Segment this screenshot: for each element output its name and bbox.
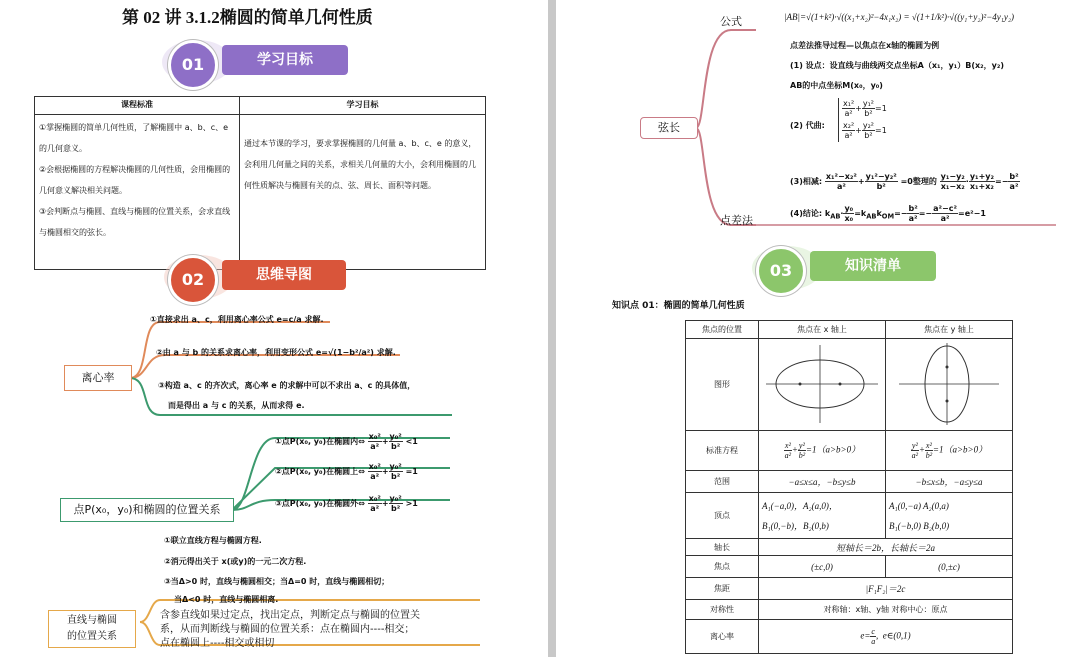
standard-item: ①掌握椭圆的简单几何性质，了解椭圆中 a、b、c、e 的几何意义。 — [39, 123, 229, 153]
foci-y: (0,±c) — [886, 556, 1013, 578]
line-note-line: 系，从而判断线与椭圆的位置关系：点在椭圆内----相交； — [160, 624, 415, 635]
section-01-number: 01 — [168, 40, 218, 90]
chord-node: 弦长 — [640, 117, 698, 139]
learning-objectives-cell: 通过本节课的学习，要求掌握椭圆的几何量 a、b、c、e 的意义，会利用几何量之间的关系，求相关几何量的大小，会利用椭圆的几何性质解决与椭圆有关的点、弦、周长、面积等问题。 — [240, 115, 486, 270]
point-position-node: 点P(x₀，y₀)和椭圆的位置关系 — [60, 498, 234, 522]
point-inside-condition: ①点P(x₀, y₀)在椭圆内⇔ $\frac{\text{x₀²}}{\text{a²}}$ + $\frac{\text{y₀²}}{\text{b²}}$ <1 — [275, 432, 418, 451]
row-label: 对称性 — [686, 600, 759, 620]
eccentricity-node: 离心率 — [64, 365, 132, 391]
line-step-1: ①联立直线方程与椭圆方程. — [164, 536, 262, 545]
point-outside-text: ③点P(x₀, y₀)在椭圆外⇔ — [275, 499, 365, 508]
row-label: 轴长 — [686, 539, 759, 556]
ecc-method-3: ③构造 a、c 的齐次式，离心率 e 的求解中可以不求出 a、c 的具体值， — [158, 381, 416, 390]
range-x: −a≤x≤a，−b≤y≤b — [759, 471, 886, 493]
line-step-3: ③当Δ>0 时，直线与椭圆相交；当Δ=0 时，直线与椭圆相切； — [164, 577, 390, 586]
point-on-condition: ②点P(x₀, y₀)在椭圆上⇔ $\frac{\text{x₀²}}{\text{a²}}$ + $\frac{\text{y₀²}}{\text{b²}}$ =1 — [275, 462, 418, 481]
point-inside-ineq: <1 — [405, 437, 418, 446]
row-label: 顶点 — [686, 493, 759, 539]
standard-equation-y: $\frac{\text{y²}}{\text{a²}}$ + $\frac{\text{x²}}{\text{b²}}$ =1（a>b>0） — [886, 431, 1013, 471]
section-03-number: 03 — [756, 246, 806, 296]
line-step-2: ②消元得出关于 x(或y)的一元二次方程. — [164, 557, 307, 566]
step3-label: (3)相减: — [790, 177, 823, 186]
standard-equation-x: $\frac{\text{x²}}{\text{a²}}$ + $\frac{\text{y²}}{\text{b²}}$ =1（a>b>0） — [759, 431, 886, 471]
axis-lengths: 短轴长＝2b，长轴长＝2a — [759, 539, 1013, 556]
section-01-label: 学习目标 — [222, 45, 348, 75]
x0-fraction: $\frac{\text{x₀²}}{\text{a²}}$ — [368, 494, 381, 513]
vertices-y: A₁(0,−a) A₂(0,a) B₁(−b,0) B₂(b,0) — [886, 493, 1013, 539]
y0-fraction: $\frac{\text{y₀²}}{\text{b²}}$ — [389, 432, 402, 451]
ellipse-y-graph — [889, 341, 1009, 427]
vertices-x: A₁(−a,0)，A₂(a,0)， B₁(0,−b)，B₂(0,b) — [759, 493, 886, 539]
step4-label: (4)结论: — [790, 209, 823, 218]
formula-label: 公式 — [720, 15, 742, 28]
method-node: 点差法 — [720, 214, 753, 227]
section-03-label: 知识清单 — [810, 251, 936, 281]
x0-fraction: $\frac{\text{x₀²}}{\text{a²}}$ — [368, 462, 381, 481]
point-outside-condition: ③点P(x₀, y₀)在椭圆外⇔ $\frac{\text{x₀²}}{\text{a²}}$ + $\frac{\text{y₀²}}{\text{b²}}$ >1 — [275, 494, 418, 513]
method-step-1: (1) 设点：设直线与曲线两交点坐标A（x₁，y₁）B(x₂，y₂) — [790, 61, 1005, 70]
line-note-line: 点在椭圆上----相交或相切 — [160, 638, 275, 649]
row-label: 焦点 — [686, 556, 759, 578]
graph-y-focus — [886, 339, 1013, 431]
range-y: −b≤x≤b，−a≤y≤a — [886, 471, 1013, 493]
ecc-method-2: ②由 a 与 b 的关系求离心率，利用变形公式 e=√(1−b²/a²) 求解. — [156, 348, 396, 357]
eccentricity-def: e= $\frac{c}{a}$ , e∈(0,1) — [759, 620, 1013, 654]
row-label: 图形 — [686, 339, 759, 431]
substituted-equations: $\frac{\text{x₁²}}{\text{a²}}$ + $\frac{\text{y₁²}}{\text{b²}}$ =1 $\frac{\text{x₂²}}{\text{a²}}$ + $\frac{\text{y₂²}}{\text{b²}}$ =1 — [838, 98, 887, 142]
line-note-line: 含参直线如果过定点，找出定点，判断定点与椭圆的位置关 — [160, 610, 420, 621]
ellipse-properties-table — [685, 320, 1013, 654]
ecc-method-3-cont: 而是得出 a 与 c 的关系，从而求得 e. — [168, 401, 305, 410]
method-step-2: (2) 代曲: — [790, 121, 825, 130]
knowledge-point-title: 知识点 01：椭圆的简单几何性质 — [612, 301, 745, 311]
goal-table-header: 学习目标 — [240, 97, 486, 115]
standard-item: ③会判断点与椭圆、直线与椭圆的位置关系，会求直线与椭圆相交的弦长。 — [39, 207, 231, 237]
point-inside-text: ①点P(x₀, y₀)在椭圆内⇔ — [275, 437, 365, 446]
method-title: 点差法推导过程—以焦点在x轴的椭圆为例 — [790, 41, 940, 50]
row-label: 离心率 — [686, 620, 759, 654]
table-header: 焦点在 x 轴上 — [759, 321, 886, 339]
y0-fraction: $\frac{\text{y₀²}}{\text{b²}}$ — [389, 462, 402, 481]
document-title: 第 02 讲 3.1.2椭圆的简单几何性质 — [122, 8, 373, 27]
chord-formula: |AB|=√(1+k²)·√((x₁+x₂)²−4x₁x₂) = √(1+1/k²)·√((y₁+y₂)²−4y₁y₂) — [784, 12, 1015, 22]
section-02-number: 02 — [168, 255, 218, 305]
line-node-line2: 的位置关系 — [67, 631, 117, 642]
row-label: 焦距 — [686, 578, 759, 600]
step3-mid: =0整理的 — [900, 177, 937, 186]
foci-x: (±c,0) — [759, 556, 886, 578]
goal-table — [34, 96, 486, 270]
x0-fraction: $\frac{\text{x₀²}}{\text{a²}}$ — [368, 432, 381, 451]
line-step-3-cont: 当Δ<0 时，直线与椭圆相离. — [174, 595, 279, 604]
point-outside-ineq: >1 — [405, 499, 418, 508]
method-step-1b: AB的中点坐标M(x₀，y₀) — [790, 81, 883, 90]
ellipse-x-graph — [762, 341, 882, 427]
row-label: 标准方程 — [686, 431, 759, 471]
symmetry: 对称轴：x轴、y轴 对称中心：原点 — [759, 600, 1013, 620]
y0-fraction: $\frac{\text{y₀²}}{\text{b²}}$ — [389, 494, 402, 513]
row-label: 范围 — [686, 471, 759, 493]
standard-item: ②会根据椭圆的方程解决椭圆的几何性质，会用椭圆的几何意义解决相关问题。 — [39, 165, 231, 195]
line-node-line1: 直线与椭圆 — [67, 615, 117, 626]
right-page — [556, 0, 1080, 657]
line-position-node — [48, 610, 136, 648]
method-step-3: (3)相减: $\frac{\text{x₁²−x₂²}}{\text{a²}}$ + $\frac{\text{y₁²−y₂²}}{\text{b²}}$ =0整理的 $\frac{\text{y₁−y₂}}{\text{x₁−x₂}}$ · $\frac{\text{y₁+y₂}}{\text{x₁+x₂}}$ =− $\frac{\text{b²}}{\text{a²}}$ — [790, 172, 1019, 191]
goal-table-header: 课程标准 — [35, 97, 240, 115]
focal-distance: |F₁F₂|＝2c — [759, 578, 1013, 600]
line-note — [160, 609, 420, 651]
method-step-4: (4)结论: $k_{AB}\cdot$ $\frac{\text{y₀}}{\text{x₀}}$ $=k_{AB}k_{OM}=-$ $\frac{\text{b²}}{\text{a²}}$ =− $\frac{\text{a²−c²}}{\text{a²}}$ =e²−1 — [790, 204, 986, 223]
course-standards-cell — [35, 115, 240, 270]
graph-x-focus — [759, 339, 886, 431]
ecc-method-1: ①直接求出 a、c，利用离心率公式 e=c/a 求解. — [150, 315, 324, 324]
point-on-ineq: =1 — [405, 467, 418, 476]
table-header: 焦点的位置 — [686, 321, 759, 339]
section-02-label: 思维导图 — [222, 260, 346, 290]
point-on-text: ②点P(x₀, y₀)在椭圆上⇔ — [275, 467, 365, 476]
table-header: 焦点在 y 轴上 — [886, 321, 1013, 339]
